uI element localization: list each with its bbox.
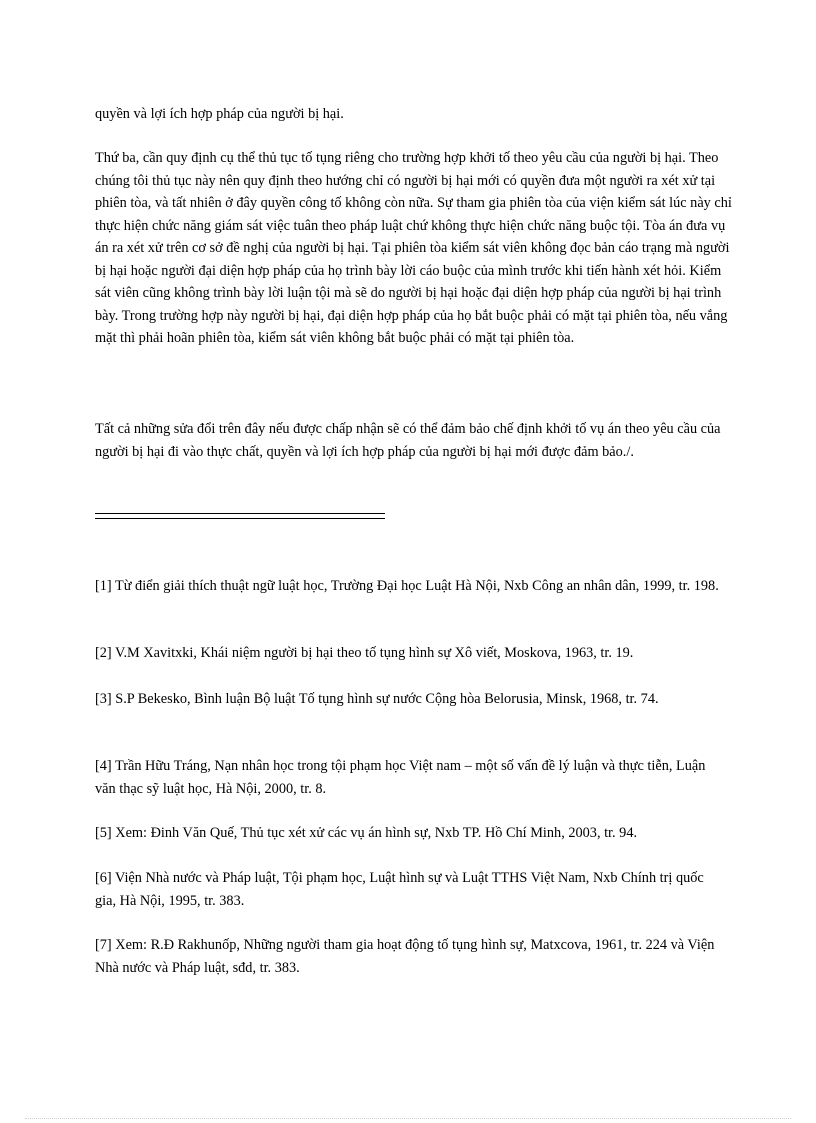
- footnote: [6] Viện Nhà nước và Pháp luật, Tội phạm học, Luật hình sự và Luật TTHS Việt Nam, Nxb Chính trị quốc gia, Hà Nội, 1995, tr. 383.: [95, 870, 704, 909]
- footnote: [7] Xem: R.Đ Rakhunốp, Những người tham gia hoạt động tố tụng hình sự, Matxcova, 1961, tr. 224 và Viện Nhà nước và Pháp luật, sđd, tr. 383.: [95, 937, 715, 976]
- page-bottom-border: [25, 1118, 791, 1119]
- footnote: [5] Xem: Đinh Văn Quế, Thủ tục xét xử các vụ án hình sự, Nxb TP. Hồ Chí Minh, 2003, tr. 94.: [95, 825, 638, 841]
- footnote: [2] V.M Xavitxki, Khái niệm người bị hại theo tố tụng hình sự Xô viết, Moskova, 1963, tr. 19.: [95, 645, 634, 661]
- body-paragraph: quyền và lợi ích hợp pháp của người bị hại.: [95, 106, 344, 122]
- footnote: [3] S.P Bekesko, Bình luận Bộ luật Tố tụng hình sự nước Cộng hòa Belorusia, Minsk, 1968, tr. 74.: [95, 691, 659, 707]
- body-paragraph: Thứ ba, cần quy định cụ thể thủ tục tố tụng riêng cho trường hợp khởi tố theo yêu cầu của người bị hại. Theo chúng tôi thủ tục này nên quy định theo hướng chỉ có người bị hại mới có quyền đưa một người ra xét xử tại phiên tòa, và tất nhiên ở đây quyền công tố không còn nữa. Sự tham gia phiên tòa của viện kiểm sát lúc này chỉ thực hiện chức năng giám sát việc tuân theo pháp luật chứ không thực hiện chức năng buộc tội. Tòa án đưa vụ án ra xét xử trên cơ sở đề nghị của người bị hại. Tại phiên tòa kiểm sát viên không đọc bản cáo trạng mà người bị hại hoặc người đại diện hợp pháp của họ trình bày lời cáo buộc của mình trước khi tiến hành xét hỏi. Kiểm sát viên cũng không trình bày lời luận tội mà sẽ do người bị hại hoặc đại diện hợp pháp của người bị hại trình bày. Trong trường hợp này người bị hại, đại diện hợp pháp của họ bắt buộc phải có mặt tại phiên tòa, nếu vắng mặt thì phải hoãn phiên tòa, kiểm sát viên không bắt buộc phải có mặt tại phiên tòa.: [95, 150, 732, 346]
- body-paragraph: Tất cả những sửa đổi trên đây nếu được chấp nhận sẽ có thể đảm bảo chế định khởi tố vụ án theo yêu cầu của người bị hại đi vào thực chất, quyền và lợi ích hợp pháp của người bị hại mới được đảm bảo./.: [95, 421, 721, 460]
- footnote: [1] Từ điển giải thích thuật ngữ luật học, Trường Đại học Luật Hà Nội, Nxb Công an nhân dân, 1999, tr. 198.: [95, 578, 719, 594]
- footnote: [4] Trần Hữu Tráng, Nạn nhân học trong tội phạm học Việt nam – một số vấn đề lý luận và thực tiễn, Luận văn thạc sỹ luật học, Hà Nội, 2000, tr. 8.: [95, 758, 706, 797]
- footnote-separator: [95, 513, 385, 519]
